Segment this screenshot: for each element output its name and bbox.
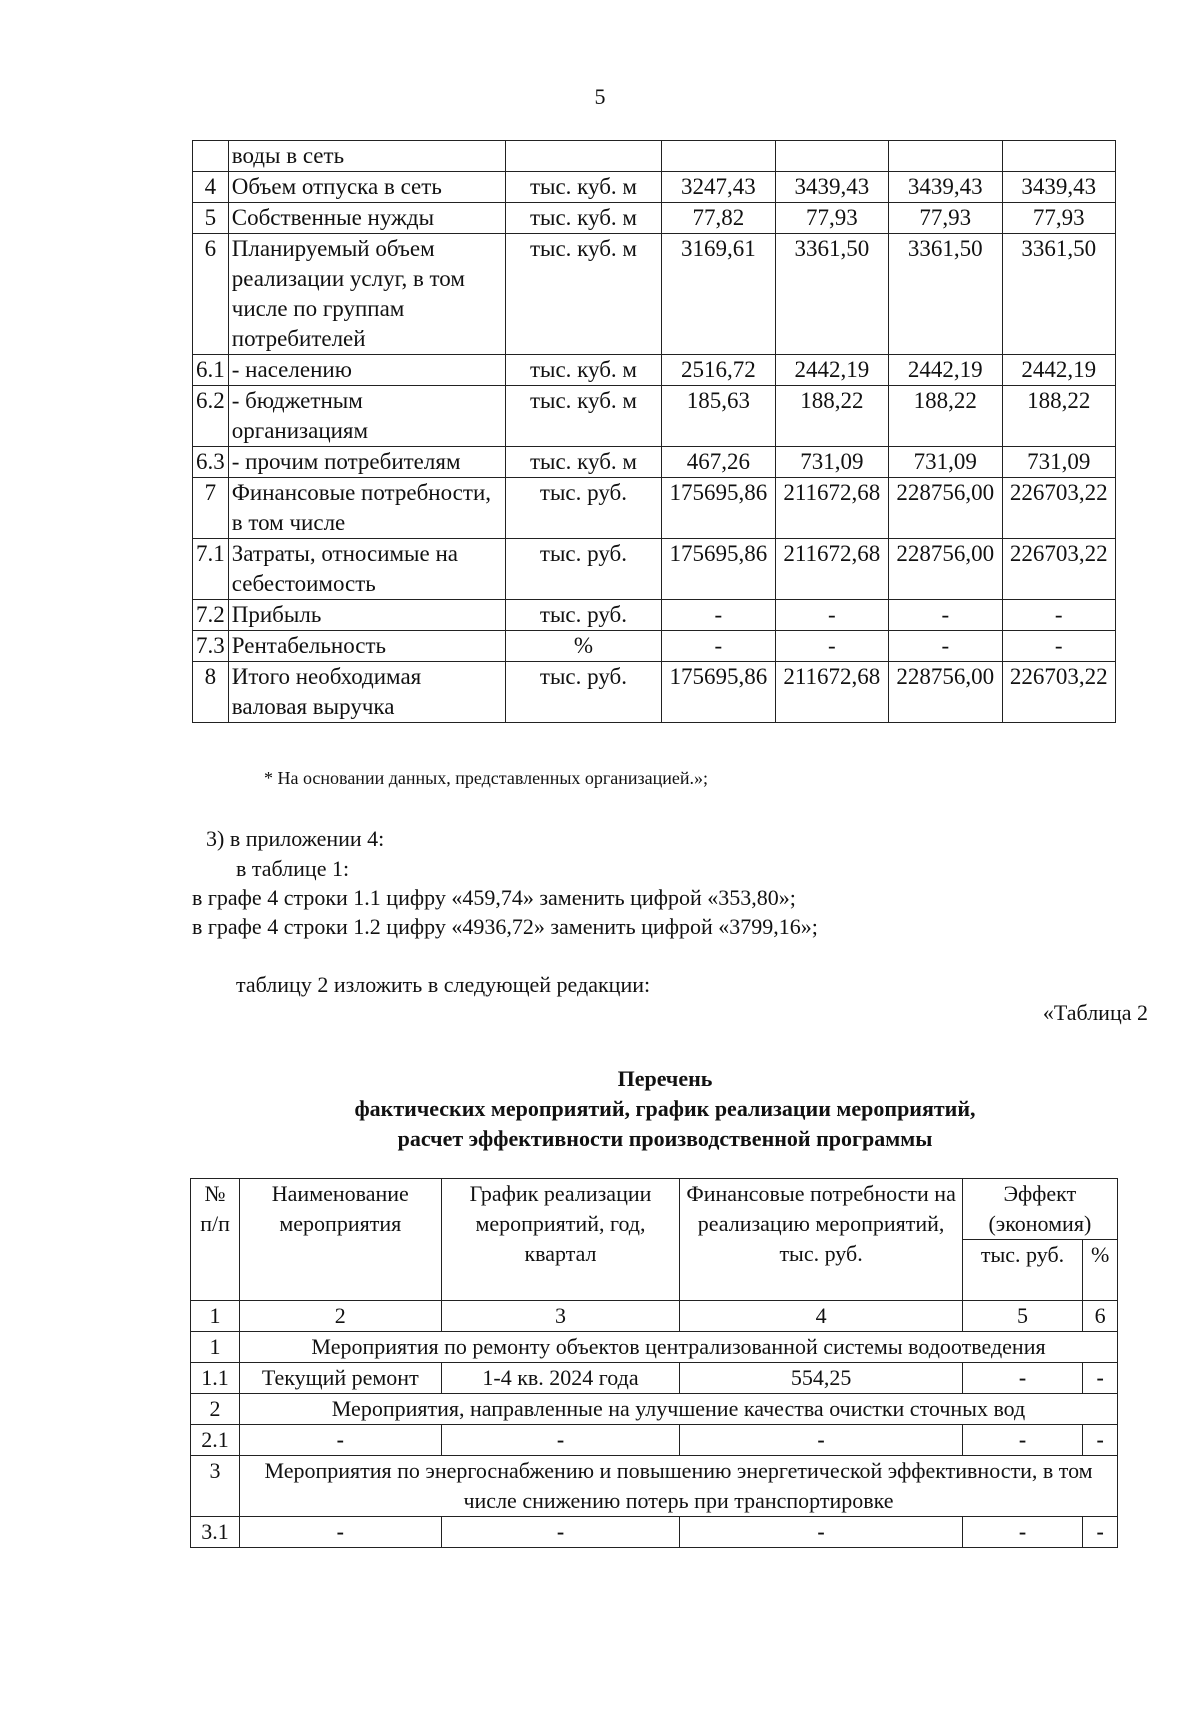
paragraph-appendix: 3) в приложении 4: [206, 826, 385, 851]
row-value-1: 467,26 [662, 447, 775, 478]
row-value-3: 228756,00 [889, 662, 1002, 723]
table-row [193, 234, 1116, 355]
row-unit: тыс. куб. м [505, 203, 661, 234]
row-value-4: 77,93 [1002, 203, 1116, 234]
col-num-4: 4 [680, 1301, 962, 1332]
row-value-2: 3361,50 [775, 234, 888, 355]
row-effect-pct: - [1083, 1363, 1118, 1394]
row-value-2: 211672,68 [775, 539, 888, 600]
table-row [193, 172, 1116, 203]
row-value-3: 228756,00 [889, 478, 1002, 539]
row-finance: - [680, 1517, 962, 1548]
row-value-3: 2442,19 [889, 355, 1002, 386]
row-num: 6 [193, 234, 229, 355]
section-title: Мероприятия по ремонту объектов централизованной системы водоотведения [240, 1332, 1118, 1363]
row-name: Затраты, относимые на себестоимость [228, 539, 505, 600]
row-name: Текущий ремонт [240, 1363, 442, 1394]
row-value-4: - [1002, 631, 1116, 662]
row-name: Финансовые потребности, в том числе [228, 478, 505, 539]
row-unit: тыс. куб. м [505, 355, 661, 386]
row-name: Планируемый объем реализации услуг, в том числе по группам потребителей [228, 234, 505, 355]
row-effect-rub: - [962, 1517, 1083, 1548]
header-row [191, 1179, 1118, 1240]
title-line-3: расчет эффективности производственной программы [397, 1126, 933, 1151]
row-value-4: 3361,50 [1002, 234, 1116, 355]
section-row-3 [191, 1456, 1118, 1517]
col-num-3: 3 [441, 1301, 680, 1332]
header-effect: Эффект (экономия) [962, 1179, 1117, 1240]
row-name: - [240, 1425, 442, 1456]
table-row [193, 141, 1116, 172]
col-num-1: 1 [191, 1301, 240, 1332]
table-row [191, 1517, 1118, 1548]
section-num: 3 [191, 1456, 240, 1517]
row-num: 3.1 [191, 1517, 240, 1548]
row-value-2: 188,22 [775, 386, 888, 447]
row-num: 1.1 [191, 1363, 240, 1394]
col-num-6: 6 [1083, 1301, 1118, 1332]
row-value-1: 2516,72 [662, 355, 775, 386]
row-value-1: 3169,61 [662, 234, 775, 355]
table-row [193, 631, 1116, 662]
row-unit [505, 141, 661, 172]
row-unit: тыс. руб. [505, 662, 661, 723]
row-value-3 [889, 141, 1002, 172]
row-value-3: 3439,43 [889, 172, 1002, 203]
row-value-2: 3439,43 [775, 172, 888, 203]
table-row [193, 203, 1116, 234]
col-num-2: 2 [240, 1301, 442, 1332]
row-finance: 554,25 [680, 1363, 962, 1394]
header-effect-rub: тыс. руб. [962, 1240, 1083, 1301]
table-row [193, 539, 1116, 600]
row-unit: % [505, 631, 661, 662]
row-value-1: 185,63 [662, 386, 775, 447]
row-value-4: 226703,22 [1002, 539, 1116, 600]
header-num: № п/п [191, 1179, 240, 1301]
row-unit: тыс. куб. м [505, 172, 661, 203]
row-value-2 [775, 141, 888, 172]
row-value-4: 226703,22 [1002, 662, 1116, 723]
row-name: - бюджетным организациям [228, 386, 505, 447]
row-value-1: 3247,43 [662, 172, 775, 203]
row-name: - [240, 1517, 442, 1548]
row-value-1: 175695,86 [662, 478, 775, 539]
row-unit: тыс. куб. м [505, 234, 661, 355]
row-value-2: 211672,68 [775, 662, 888, 723]
row-value-3: - [889, 631, 1002, 662]
row-name: Объем отпуска в сеть [228, 172, 505, 203]
table-row [193, 447, 1116, 478]
row-num: 8 [193, 662, 229, 723]
measures-table [190, 1178, 1118, 1548]
table-row [193, 600, 1116, 631]
row-value-3: 3361,50 [889, 234, 1002, 355]
row-unit: тыс. куб. м [505, 386, 661, 447]
row-unit: тыс. руб. [505, 600, 661, 631]
row-value-2: 77,93 [775, 203, 888, 234]
header-schedule: График реализации мероприятий, год, квартал [441, 1179, 680, 1301]
row-value-2: 731,09 [775, 447, 888, 478]
paragraph-table2: таблицу 2 изложить в следующей редакции: [236, 972, 651, 997]
row-value-4: 188,22 [1002, 386, 1116, 447]
row-value-2: 211672,68 [775, 478, 888, 539]
row-value-4: 731,09 [1002, 447, 1116, 478]
table-caption: «Таблица 2 [1042, 1000, 1148, 1025]
table-row [191, 1363, 1118, 1394]
row-num: 4 [193, 172, 229, 203]
row-name: - прочим потребителям [228, 447, 505, 478]
row-value-1: - [662, 631, 775, 662]
row-name: воды в сеть [228, 141, 505, 172]
row-value-2: 2442,19 [775, 355, 888, 386]
row-name: Итого необходимая валовая выручка [228, 662, 505, 723]
row-value-3: 731,09 [889, 447, 1002, 478]
table-row [191, 1425, 1118, 1456]
section-num: 1 [191, 1332, 240, 1363]
row-name: - населению [228, 355, 505, 386]
row-value-4: - [1002, 600, 1116, 631]
title-line-1: Перечень [617, 1066, 713, 1091]
row-value-4 [1002, 141, 1116, 172]
section-title: Мероприятия по энергоснабжению и повышению энергетической эффективности, в том числе снижению потерь при транспортировке [240, 1456, 1118, 1517]
row-num: 6.1 [193, 355, 229, 386]
row-unit: тыс. куб. м [505, 447, 661, 478]
row-num: 7.3 [193, 631, 229, 662]
row-unit: тыс. руб. [505, 478, 661, 539]
row-effect-pct: - [1083, 1517, 1118, 1548]
row-effect-rub: - [962, 1363, 1083, 1394]
row-value-4: 2442,19 [1002, 355, 1116, 386]
row-name: Прибыль [228, 600, 505, 631]
row-num: 6.3 [193, 447, 229, 478]
row-num: 7.2 [193, 600, 229, 631]
row-num [193, 141, 229, 172]
header-effect-pct: % [1083, 1240, 1118, 1301]
title-line-2: фактических мероприятий, график реализации мероприятий, [354, 1096, 976, 1121]
row-num: 7 [193, 478, 229, 539]
row-effect-pct: - [1083, 1425, 1118, 1456]
row-unit: тыс. руб. [505, 539, 661, 600]
row-name: Собственные нужды [228, 203, 505, 234]
section-row-2 [191, 1394, 1118, 1425]
row-value-2: - [775, 631, 888, 662]
row-num: 6.2 [193, 386, 229, 447]
row-name: Рентабельность [228, 631, 505, 662]
section-title: Мероприятия, направленные на улучшение качества очистки сточных вод [240, 1394, 1118, 1425]
paragraph-row-1-1: в графе 4 строки 1.1 цифру «459,74» заменить цифрой «353,80»; [192, 885, 796, 910]
row-value-3: 188,22 [889, 386, 1002, 447]
row-num: 5 [193, 203, 229, 234]
row-value-2: - [775, 600, 888, 631]
row-value-3: - [889, 600, 1002, 631]
page-number: 5 [594, 84, 606, 109]
row-value-1 [662, 141, 775, 172]
row-finance: - [680, 1425, 962, 1456]
row-schedule: 1-4 кв. 2024 года [441, 1363, 680, 1394]
row-value-3: 77,93 [889, 203, 1002, 234]
table-row [193, 662, 1116, 723]
paragraph-table1: в таблице 1: [236, 856, 350, 881]
table-row [193, 355, 1116, 386]
section-title [0, 1064, 1200, 1154]
footnote: * На основании данных, представленных организацией.»; [264, 768, 709, 788]
header-name: Наименование мероприятия [240, 1179, 442, 1301]
row-value-1: 175695,86 [662, 662, 775, 723]
row-effect-rub: - [962, 1425, 1083, 1456]
row-value-1: 77,82 [662, 203, 775, 234]
table-row [193, 478, 1116, 539]
paragraph-row-1-2: в графе 4 строки 1.2 цифру «4936,72» заменить цифрой «3799,16»; [192, 914, 818, 939]
row-value-3: 228756,00 [889, 539, 1002, 600]
row-value-4: 3439,43 [1002, 172, 1116, 203]
row-value-1: 175695,86 [662, 539, 775, 600]
header-finance: Финансовые потребности на реализацию мероприятий, тыс. руб. [680, 1179, 962, 1301]
col-num-5: 5 [962, 1301, 1083, 1332]
production-program-table [192, 140, 1116, 723]
table-row [193, 386, 1116, 447]
section-num: 2 [191, 1394, 240, 1425]
row-value-4: 226703,22 [1002, 478, 1116, 539]
column-number-row [191, 1301, 1118, 1332]
row-schedule: - [441, 1517, 680, 1548]
section-row-1 [191, 1332, 1118, 1363]
row-schedule: - [441, 1425, 680, 1456]
row-num: 7.1 [193, 539, 229, 600]
row-num: 2.1 [191, 1425, 240, 1456]
row-value-1: - [662, 600, 775, 631]
